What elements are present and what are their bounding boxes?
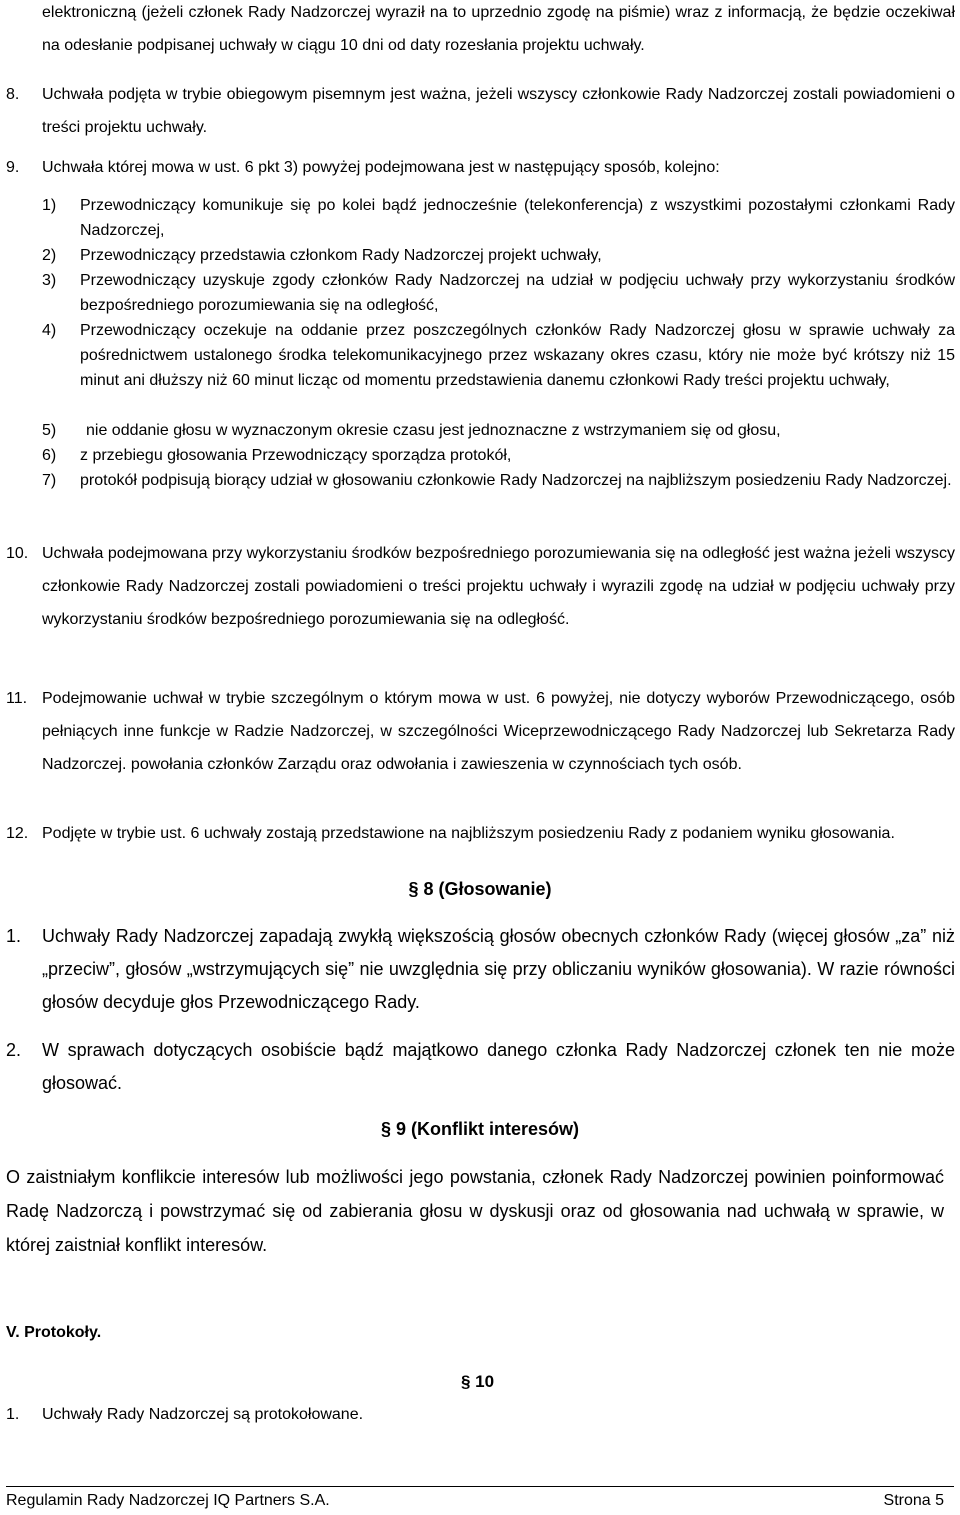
section-8-point-1-text: Uchwały Rady Nadzorczej zapadają zwykłą większością głosów obecnych członków Rady (więcej głosów „za” niż „przeciw”, głosów „wstrzymujących się” nie uwzględnia się przy obliczaniu wyników głosowania). W razie równości głosów decyduje głos Przewodniczącego Rady. (42, 926, 955, 1012)
list-item (42, 468, 955, 518)
list-item-text: Przewodniczący uzyskuje zgody członków Rady Nadzorczej na udział w podjęciu uchwały przy wykorzystaniu środków bezpośredniego porozumiewania się na odległość, (80, 272, 955, 314)
list-item-text: protokół podpisują biorący udział w głosowaniu członkowie Rady Nadzorczej na najbliższym posiedzeniu Rady Nadzorczej. (80, 472, 952, 489)
point-8-text: Uchwała podjęta w trybie obiegowym pisemnym jest ważna, jeżeli wszyscy członkowie Rady Nadzorczej zostali powiadomieni o treści projektu uchwały. (42, 86, 955, 136)
section-10-point-1-number: 1. (6, 1406, 20, 1423)
section-9-text: O zaistniałym konflikcie interesów lub możliwości jego powstania, członek Rady Nadzorczej powinien poinformować Radę Nadzorczą i powstrzymać się od zabierania głosu w dyskusji oraz od głosowania nad uchwałą w sprawie, w której zaistniał konflikt interesów. (6, 1167, 944, 1255)
list-item-number: 3) (42, 272, 57, 289)
section-8-point-2-number: 2. (6, 1040, 22, 1060)
point-11-number: 11. (6, 690, 28, 707)
list-item-number: 1) (42, 197, 57, 214)
section-10-title: § 10 (461, 1372, 495, 1391)
point-12-number: 12. (6, 825, 29, 842)
list-item (42, 318, 955, 418)
point-8-number: 8. (6, 86, 20, 103)
list-item-number: 5) (42, 422, 57, 439)
list-item (42, 443, 955, 468)
chapter-v-heading: V. Protokoły. (6, 1324, 102, 1341)
list-item-number: 2) (42, 247, 57, 264)
section-10-point-1-text: Uchwały Rady Nadzorczej są protokołowane. (42, 1406, 364, 1423)
footer-page-number: Strona 5 (883, 1492, 944, 1509)
list-item-text: Przewodniczący komunikuje się po kolei bądź jednocześnie (telekonferencja) z wszystkimi pozostałymi członkami Rady Nadzorczej, (80, 197, 955, 239)
list-item (42, 193, 955, 243)
point-9-number: 9. (6, 159, 20, 176)
list-item-text: Przewodniczący przedstawia członkom Rady Nadzorczej projekt uchwały, (80, 247, 602, 264)
section-8-title: § 8 (Głosowanie) (408, 879, 552, 899)
intro-continuation: elektroniczną (jeżeli członek Rady Nadzorczej wyraził na to uprzednio zgodę na piśmie) wraz z informacją, że będzie oczekiwał na odesłanie podpisanej uchwały w ciągu 10 dni od daty rozesłania projektu uchwały. (42, 4, 955, 54)
list-item-text: Przewodniczący oczekuje na oddanie przez poszczególnych członków Rady Nadzorczej głosu w sprawie uchwały za pośrednictwem ustalonego środka telekomunikacyjnego przez wskazany okres czasu, który nie może być krótszy niż 15 minut ani dłuższy niż 60 minut licząc od momentu przedstawienia danemu członkowi Rady treści projektu uchwały, (80, 322, 955, 389)
list-item (42, 243, 955, 268)
list-item-text: z przebiegu głosowania Przewodniczący sporządza protokół, (80, 447, 512, 464)
footer-document-title: Regulamin Rady Nadzorczej IQ Partners S.A. (6, 1492, 330, 1509)
list-item-text: nie oddanie głosu w wyznaczonym okresie czasu jest jednoznaczne z wstrzymaniem się od głosu, (86, 422, 781, 439)
point-12-text: Podjęte w trybie ust. 6 uchwały zostają przedstawione na najbliższym posiedzeniu Rady z podaniem wyniku głosowania. (42, 825, 895, 842)
point-11-text: Podejmowanie uchwał w trybie szczególnym o którym mowa w ust. 6 powyżej, nie dotyczy wyborów Przewodniczącego, osób pełniących inne funkcje w Radzie Nadzorczej, w szczególności Wiceprzewodniczącego Rady Nadzorczej lub Sekretarza Rady Nadzorczej. powołania członków Zarządu oraz odwołania i zawieszenia w czynnościach tych osób. (42, 690, 955, 773)
list-item-number: 4) (42, 322, 57, 339)
list-item (42, 418, 955, 443)
point-9-list (42, 193, 955, 518)
section-8-point-2-text: W sprawach dotyczących osobiście bądź majątkowo danego członka Rady Nadzorczej członek ten nie może głosować. (42, 1040, 955, 1093)
list-item (42, 268, 955, 318)
footer-divider (6, 1486, 954, 1487)
point-10-number: 10. (6, 545, 29, 562)
point-10-text: Uchwała podejmowana przy wykorzystaniu środków bezpośredniego porozumiewania się na odległość jest ważna jeżeli wszyscy członkowie Rady Nadzorczej zostali powiadomieni o treści projektu uchwały i wyrazili zgodę na udział w podjęciu uchwały przy wykorzystaniu środków bezpośredniego porozumiewania się na odległość. (42, 545, 955, 628)
list-item-number: 7) (42, 472, 57, 489)
section-8-point-1-number: 1. (6, 926, 22, 946)
list-item-number: 6) (42, 447, 57, 464)
section-9-title: § 9 (Konflikt interesów) (380, 1119, 580, 1139)
point-9-text: Uchwała której mowa w ust. 6 pkt 3) powyżej podejmowana jest w następujący sposób, kolejno: (42, 159, 720, 176)
